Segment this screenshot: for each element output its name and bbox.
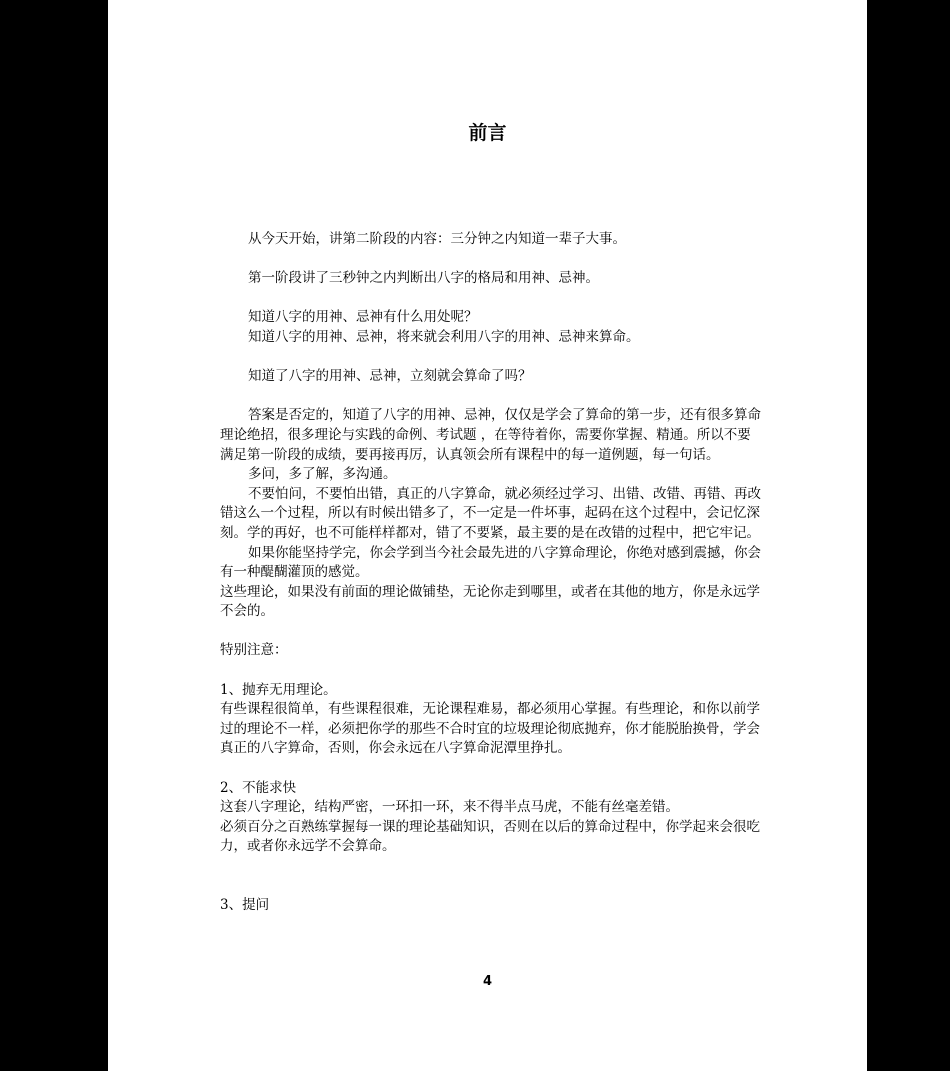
paragraph-5: 知道了八字的用神、忌神，立刻就会算命了吗？ [248, 368, 532, 385]
document-page [108, 0, 867, 1071]
paragraph-6: 答案是否定的，知道了八字的用神、忌神，仅仅是学会了算命的第一步，还有很多算命理论绝招，很多理论与实践的命例、考试题 ，在等待着你，需要你掌握、精通。所以不要满足第一阶段的成绩，要再接再厉，认真领会所有课程中的每一道例题，每一句话。 [220, 407, 761, 463]
point-1-text: 有些课程很简单，有些课程很难，无论课程难易，都必须用心掌握。有些理论，和你以前学过的理论不一样，必须把你学的那些不合时宜的垃圾理论彻底抛弃，你才能脱胎换骨，学会真正的八字算命，否则，你会永远在八字算命泥潭里挣扎。 [220, 701, 760, 757]
point-2-text-b: 必须百分之百熟练掌握每一课的理论基础知识，否则在以后的算命过程中，你学起来会很吃力，或者你永远学不会算命。 [220, 818, 760, 855]
paragraph-7: 多问，多了解，多沟通。 [248, 466, 397, 483]
page-number: 4 [482, 974, 493, 989]
document-body [220, 230, 762, 916]
point-1-heading: 1、抛弃无用理论。 [220, 681, 337, 698]
point-3-heading: 3、提问 [220, 897, 270, 913]
paragraph-9: 如果你能坚持学完，你会学到当今社会最先进的八字算命理论，你绝对感到震撼，你会有一种醍醐灌顶的感觉。 [220, 544, 761, 581]
paragraph-3: 知道八字的用神、忌神有什么用处呢？ [248, 309, 478, 326]
paragraph-10: 这些理论，如果没有前面的理论做铺垫，无论你走到哪里，或者在其他的地方，你是永远学不会的。 [220, 583, 760, 620]
page-title: 前言 [468, 122, 507, 144]
paragraph-4: 知道八字的用神、忌神，将来就会利用八字的用神、忌神来算命。 [248, 328, 640, 345]
paragraph-1: 从今天开始，讲第二阶段的内容：三分钟之内知道一辈子大事。 [248, 231, 626, 247]
point-2-heading: 2、不能求快 [220, 779, 297, 796]
paragraph-8: 不要怕问，不要怕出错，真正的八字算命，就必须经过学习、出错、改错、再错、再改错这么一个过程，所以有时候出错多了，不一定是一件坏事，起码在这个过程中，会记忆深刻。学的再好，也不可能样样都对，错了不要紧，最主要的是在改错的过程中，把它牢记。 [220, 485, 761, 541]
paragraph-2: 第一阶段讲了三秒钟之内判断出八字的格局和用神、忌神。 [248, 270, 599, 287]
point-2-text-a: 这套八字理论，结构严密，一环扣一环，来不得半点马虎，不能有丝毫差错。 [220, 799, 679, 816]
paragraph-notice: 特别注意： [220, 642, 288, 659]
